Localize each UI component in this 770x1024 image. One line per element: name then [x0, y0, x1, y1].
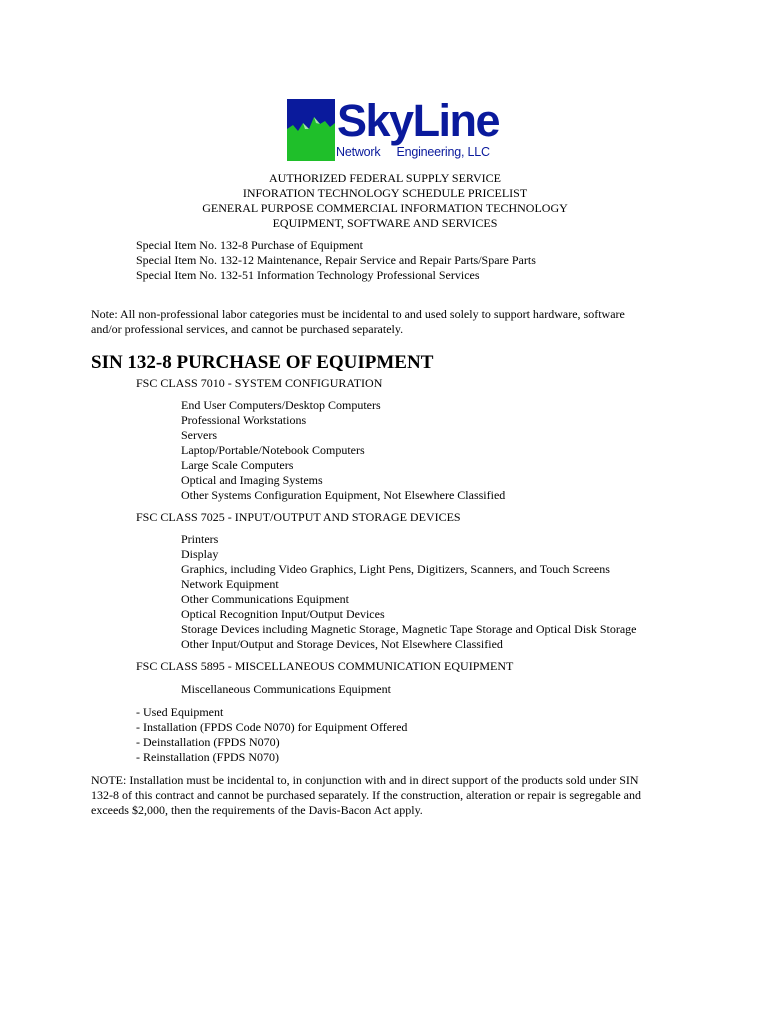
- note-line: exceeds $2,000, then the requirements of the Davis-Bacon Act apply.: [91, 803, 423, 817]
- list-item: Laptop/Portable/Notebook Computers: [181, 443, 365, 457]
- header-line: INFORATION TECHNOLOGY SCHEDULE PRICELIST: [242, 186, 528, 200]
- list-item: - Used Equipment: [136, 705, 224, 719]
- list-item: Other Input/Output and Storage Devices, Not Elsewhere Classified: [181, 637, 503, 651]
- list-item: Optical Recognition Input/Output Devices: [181, 607, 385, 621]
- list-item: Graphics, including Video Graphics, Light Pens, Digitizers, Scanners, and Touch Screens: [181, 562, 610, 576]
- fsc-class-items: [181, 532, 636, 652]
- fsc-class-items: [181, 398, 505, 503]
- list-item: Display: [181, 547, 219, 561]
- list-item: - Deinstallation (FPDS N070): [136, 735, 280, 749]
- installation-note: [91, 773, 641, 818]
- note-line: and/or professional services, and cannot be purchased separately.: [91, 322, 404, 336]
- list-item: End User Computers/Desktop Computers: [181, 398, 381, 412]
- logo-sub-left: Network: [336, 145, 381, 159]
- list-item: Other Communications Equipment: [181, 592, 349, 606]
- logo-sub-right: Engineering, LLC: [396, 145, 490, 159]
- logo-wordmark: SkyLine: [337, 95, 500, 146]
- fsc-class-title: FSC CLASS 7025 - INPUT/OUTPUT AND STORAGE DEVICES: [136, 510, 461, 524]
- services-list: [136, 705, 407, 765]
- special-item: Special Item No. 132-51 Information Technology Professional Services: [136, 268, 480, 282]
- note-line: 132-8 of this contract and cannot be purchased separately. If the construction, alteration or repair is segregable and: [91, 788, 642, 802]
- header-line: AUTHORIZED FEDERAL SUPPLY SERVICE: [269, 171, 501, 185]
- list-item: Network Equipment: [181, 577, 279, 591]
- special-item: Special Item No. 132-12 Maintenance, Repair Service and Repair Parts/Spare Parts: [136, 253, 536, 267]
- note-line: Note: All non-professional labor categories must be incidental to and used solely to support hardware, software: [91, 307, 625, 321]
- list-item: - Reinstallation (FPDS N070): [136, 750, 279, 764]
- note-line: NOTE: Installation must be incidental to, in conjunction with and in direct support of the products sold under SIN: [91, 773, 639, 787]
- list-item: - Installation (FPDS Code N070) for Equipment Offered: [136, 720, 408, 734]
- fsc-class-title: FSC CLASS 7010 - SYSTEM CONFIGURATION: [136, 376, 383, 390]
- fsc-class-items: [181, 682, 391, 697]
- section-title: SIN 132-8 PURCHASE OF EQUIPMENT: [91, 352, 434, 373]
- labor-note: [91, 307, 625, 337]
- skyline-logo: [287, 95, 500, 167]
- fsc-class-title: FSC CLASS 5895 - MISCELLANEOUS COMMUNICATION EQUIPMENT: [136, 659, 514, 673]
- list-item: Optical and Imaging Systems: [181, 473, 323, 487]
- mountain-logo-icon: [287, 99, 335, 161]
- list-item: Professional Workstations: [181, 413, 307, 427]
- header-line: GENERAL PURPOSE COMMERCIAL INFORMATION TECHNOLOGY: [202, 201, 568, 215]
- special-item: Special Item No. 132-8 Purchase of Equipment: [136, 238, 363, 252]
- list-item: Other Systems Configuration Equipment, Not Elsewhere Classified: [181, 488, 506, 502]
- list-item: Large Scale Computers: [181, 458, 294, 472]
- list-item: Storage Devices including Magnetic Storage, Magnetic Tape Storage and Optical Disk Storage: [181, 622, 637, 636]
- logo-subtitle: [336, 145, 490, 159]
- header-line: EQUIPMENT, SOFTWARE AND SERVICES: [272, 216, 498, 230]
- special-items-list: [136, 238, 536, 283]
- list-item: Miscellaneous Communications Equipment: [181, 682, 391, 696]
- document-header: [0, 171, 770, 231]
- list-item: Printers: [181, 532, 219, 546]
- list-item: Servers: [181, 428, 217, 442]
